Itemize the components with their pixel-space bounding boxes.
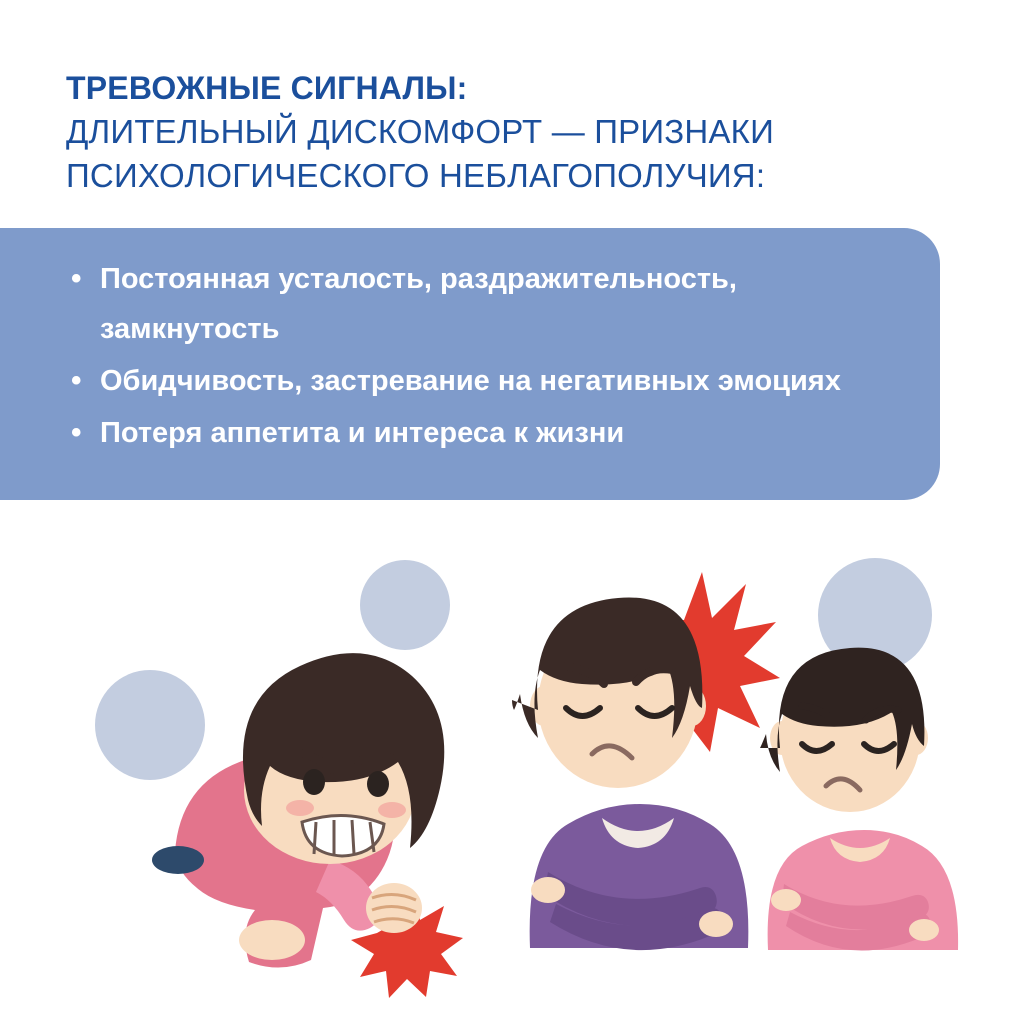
warning-signs-list xyxy=(0,228,940,458)
warning-signs-panel xyxy=(0,228,940,500)
heading-line-1: ТРЕВОЖНЫЕ СИГНАЛЫ: xyxy=(66,70,468,106)
list-item xyxy=(71,254,890,354)
list-item-label: Постоянная усталость, раздражительность, замкнутость xyxy=(100,263,737,345)
bullet-icon: • xyxy=(71,416,82,449)
daughter-hand-left xyxy=(771,889,801,911)
decorative-circle-left xyxy=(95,670,205,780)
girl-foot xyxy=(239,920,305,960)
mother-hand-left xyxy=(531,877,565,903)
heading-line-2: ДЛИТЕЛЬНЫЙ ДИСКОМФОРТ — ПРИЗНАКИ xyxy=(66,113,775,150)
mother-hand-right xyxy=(699,911,733,937)
daughter-hand-right xyxy=(909,919,939,941)
girl-knee xyxy=(152,846,204,874)
decorative-circle-mid xyxy=(360,560,450,650)
list-item xyxy=(71,356,890,406)
list-item-label: Потеря аппетита и интереса к жизни xyxy=(100,417,625,449)
girl-eye-right xyxy=(367,771,389,797)
girl-eye-left xyxy=(303,769,325,795)
illustration xyxy=(0,500,1024,1024)
bullet-icon: • xyxy=(71,262,82,295)
list-item-label: Обидчивость, застревание на негативных эмоциях xyxy=(100,365,841,397)
list-item xyxy=(71,408,890,458)
daughter-arms-crossed xyxy=(760,648,958,951)
page-title xyxy=(66,66,946,198)
bullet-icon: • xyxy=(71,364,82,397)
heading-line-3: ПСИХОЛОГИЧЕСКОГО НЕБЛАГОПОЛУЧИЯ: xyxy=(66,157,766,194)
